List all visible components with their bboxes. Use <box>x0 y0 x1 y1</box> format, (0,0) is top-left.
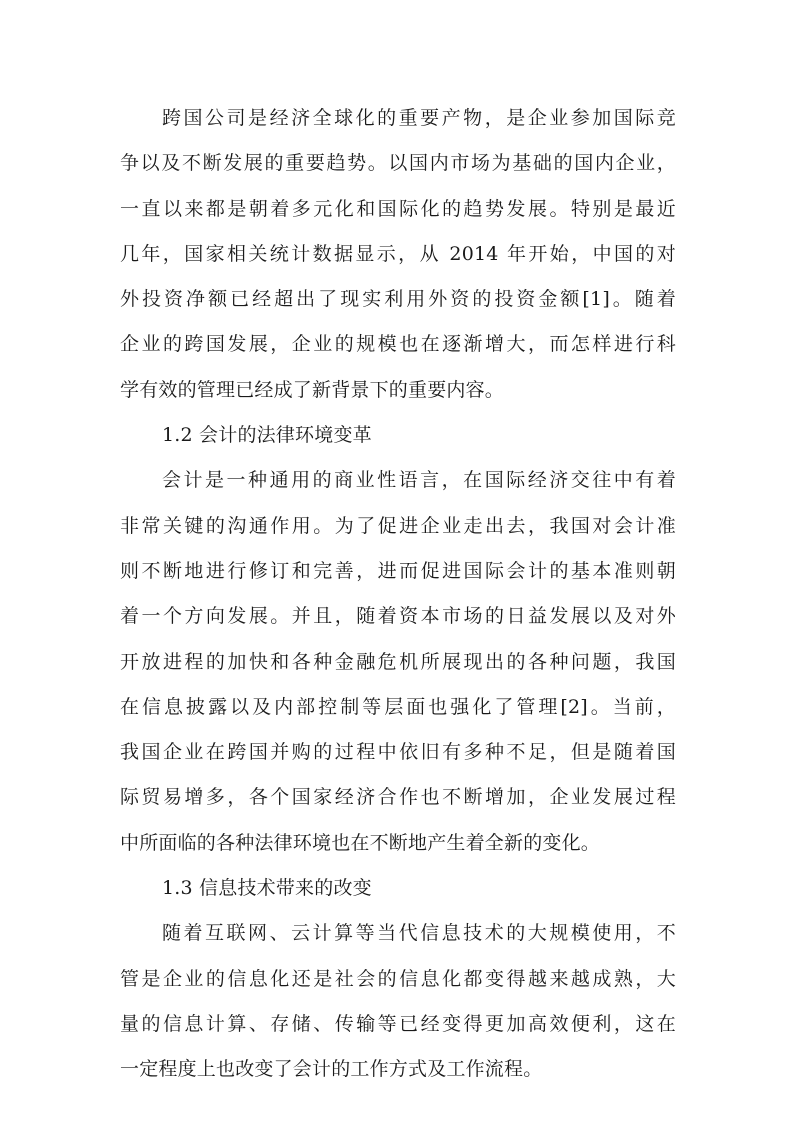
paragraph-line: 外投资净额已经超出了现实利用外资的投资金额[1]。随着 <box>120 288 676 311</box>
section-heading: 1.3 信息技术带来的改变 <box>162 877 372 900</box>
paragraph-line: 量的信息计算、存储、传输等已经变得更加高效便利，这在 <box>120 1012 676 1035</box>
section-heading: 1.2 会计的法律环境变革 <box>162 424 372 447</box>
paragraph-line: 跨国公司是经济全球化的重要产物，是企业参加国际竞 <box>162 107 676 129</box>
paragraph-line: 管是企业的信息化还是社会的信息化都变得越来越成熟，大 <box>120 967 676 990</box>
paragraph-line: 我国企业在跨国并购的过程中依旧有多种不足，但是随着国 <box>120 741 676 764</box>
paragraph-line: 开放进程的加快和各种金融危机所展现出的各种问题，我国 <box>120 650 676 673</box>
paragraph-line: 着一个方向发展。并且，随着资本市场的日益发展以及对外 <box>120 605 676 628</box>
paragraph-line: 非常关键的沟通作用。为了促进企业走出去，我国对会计准 <box>120 514 676 537</box>
paragraph-line: 随着互联网、云计算等当代信息技术的大规模使用，不 <box>162 922 676 945</box>
paragraph-line: 争以及不断发展的重要趋势。以国内市场为基础的国内企业， <box>120 152 676 175</box>
paragraph-line: 几年，国家相关统计数据显示，从 2014 年开始，中国的对 <box>120 242 676 265</box>
paragraph-line: 一定程度上也改变了会计的工作方式及工作流程。 <box>120 1058 543 1081</box>
paragraph-line: 际贸易增多，各个国家经济合作也不断增加，企业发展过程 <box>120 786 676 809</box>
document-body <box>120 96 676 1093</box>
paragraph-line: 会计是一种通用的商业性语言，在国际经济交往中有着 <box>162 469 676 492</box>
paragraph-line: 则不断地进行修订和完善，进而促进国际会计的基本准则朝 <box>120 559 676 582</box>
paragraph-line: 学有效的管理已经成了新背景下的重要内容。 <box>120 378 505 401</box>
paragraph-line: 在信息披露以及内部控制等层面也强化了管理[2]。当前， <box>120 695 676 718</box>
paragraph-line: 一直以来都是朝着多元化和国际化的趋势发展。特别是最近 <box>120 197 676 220</box>
paragraph-line: 企业的跨国发展，企业的规模也在逐渐增大，而怎样进行科 <box>120 333 676 356</box>
paragraph-line: 中所面临的各种法律环境也在不断地产生着全新的变化。 <box>120 831 601 854</box>
